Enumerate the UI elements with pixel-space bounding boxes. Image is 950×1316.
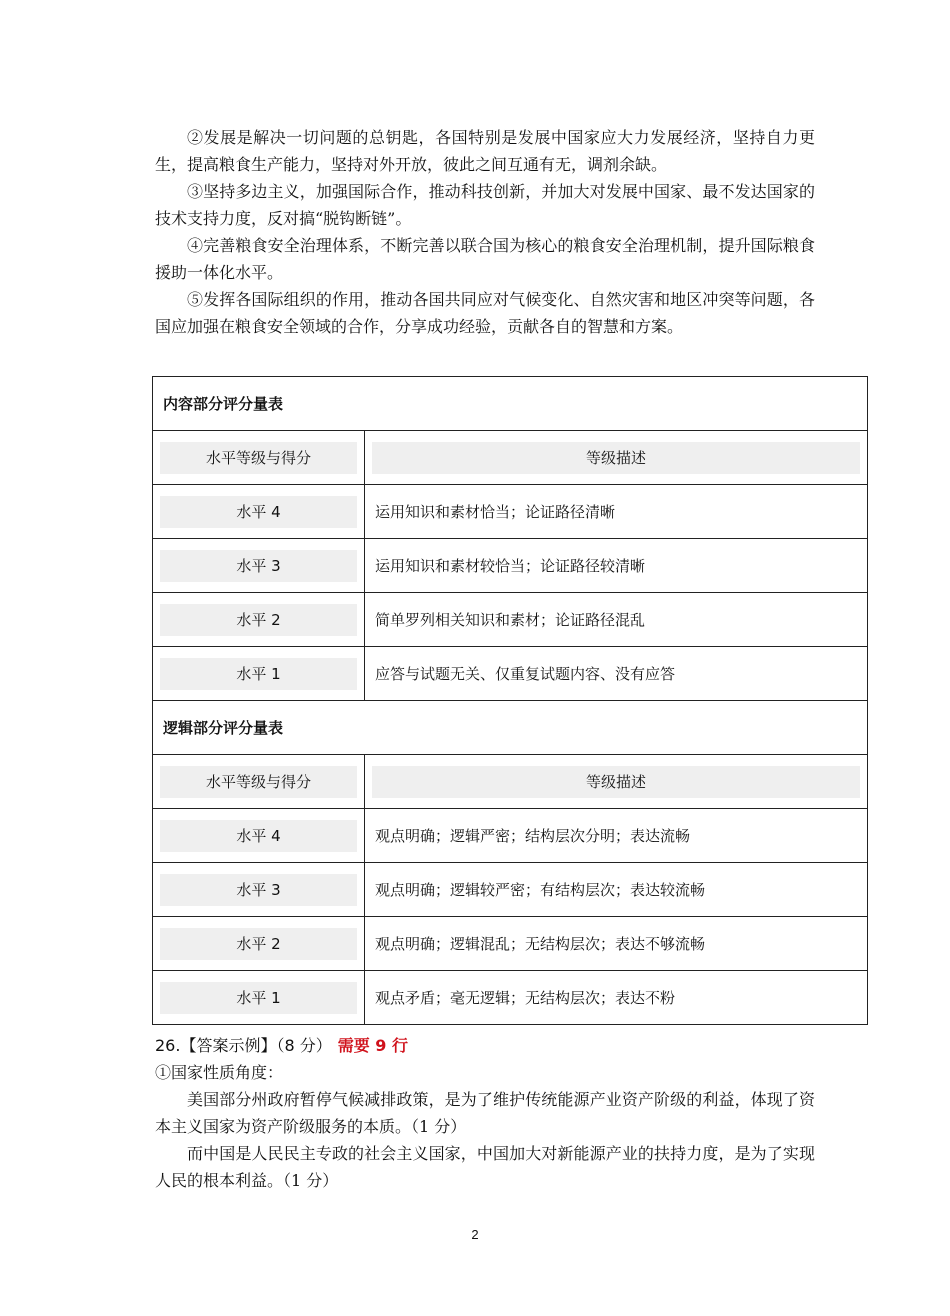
paragraph-point-5: ⑤发挥各国际组织的作用，推动各国共同应对气候变化、自然灾害和地区冲突等问题，各国应加强在粮食安全领域的合作，分享成功经验，贡献各自的智慧和方案。 — [155, 290, 815, 336]
table-row — [153, 917, 868, 971]
paragraph-point-4: ④完善粮食安全治理体系，不断完善以联合国为核心的粮食安全治理机制，提升国际粮食援助一体化水平。 — [155, 236, 815, 282]
paragraph-point-2: ②发展是解决一切问题的总钥匙，各国特别是发展中国家应大力发展经济，坚持自力更生，提高粮食生产能力，坚持对外开放，彼此之间互通有无，调剂余缺。 — [155, 128, 815, 174]
table-header-row — [153, 755, 868, 809]
table-header-row — [153, 431, 868, 485]
answer-paragraph: 美国部分州政府暂停气候减排政策，是为了维护传统能源产业资产阶级的利益，体现了资本主义国家为资产阶级服务的本质。（1 分） — [155, 1090, 815, 1136]
table-row — [153, 863, 868, 917]
content-section-row — [153, 377, 868, 431]
level-description: 应答与试题无关、仅重复试题内容、没有应答 — [375, 665, 676, 683]
paragraph-point-3: ③坚持多边主义，加强国际合作，推动科技创新，并加大对发展中国家、最不发达国家的技术支持力度，反对搞“脱钩断链”。 — [155, 182, 815, 228]
level-description: 观点明确；逻辑混乱；无结构层次；表达不够流畅 — [375, 935, 706, 953]
table-row — [153, 971, 868, 1025]
column-header-level: 水平等级与得分 — [160, 766, 357, 798]
logic-rubric-title: 逻辑部分评分量表 — [153, 701, 868, 755]
logic-section-row — [153, 701, 868, 755]
level-label: 水平 3 — [160, 874, 357, 906]
answer-paragraph: 而中国是人民民主专政的社会主义国家，中国加大对新能源产业的扶持力度，是为了实现人民的根本利益。（1 分） — [155, 1144, 815, 1190]
answer-subheading: ①国家性质角度： — [155, 1063, 284, 1082]
level-description: 观点明确；逻辑严密；结构层次分明；表达流畅 — [375, 827, 691, 845]
question-number-title: 26.【答案示例】（8 分） — [155, 1036, 332, 1055]
table-row — [153, 809, 868, 863]
level-label: 水平 1 — [160, 658, 357, 690]
column-header-description: 等级描述 — [372, 766, 860, 798]
level-label: 水平 2 — [160, 604, 357, 636]
table-row — [153, 593, 868, 647]
table-row — [153, 539, 868, 593]
level-description: 简单罗列相关知识和素材；论证路径混乱 — [375, 611, 646, 629]
content-rubric-title: 内容部分评分量表 — [153, 377, 868, 431]
level-label: 水平 3 — [160, 550, 357, 582]
level-label: 水平 4 — [160, 496, 357, 528]
column-header-description: 等级描述 — [372, 442, 860, 474]
column-header-level: 水平等级与得分 — [160, 442, 357, 474]
table-row — [153, 485, 868, 539]
scoring-rubric-table — [152, 376, 868, 1025]
level-label: 水平 4 — [160, 820, 357, 852]
level-description: 观点明确；逻辑较严密；有结构层次；表达较流畅 — [375, 881, 706, 899]
page-number: 2 — [471, 1227, 479, 1242]
level-description: 运用知识和素材恰当；论证路径清晰 — [375, 503, 616, 521]
level-description: 运用知识和素材较恰当；论证路径较清晰 — [375, 557, 646, 575]
level-description: 观点矛盾；毫无逻辑；无结构层次；表达不粉 — [375, 989, 676, 1007]
question-heading — [155, 1034, 408, 1058]
level-label: 水平 1 — [160, 982, 357, 1014]
table-row — [153, 647, 868, 701]
level-label: 水平 2 — [160, 928, 357, 960]
line-requirement-note: 需要 9 行 — [337, 1036, 408, 1055]
